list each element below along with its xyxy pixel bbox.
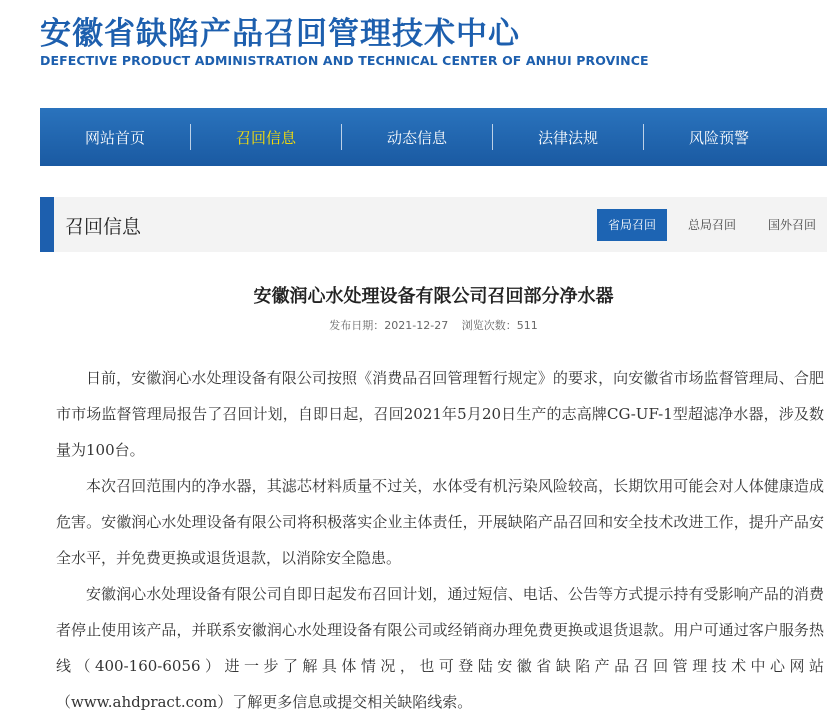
site-title: 安徽省缺陷产品召回管理技术中心 <box>40 16 520 52</box>
site-header <box>0 0 827 108</box>
main-nav <box>40 108 827 166</box>
publish-date: 发布日期：2021-12-27 <box>329 319 449 332</box>
nav-item-recall-info[interactable]: 召回信息 <box>235 128 296 147</box>
recall-subtabs <box>587 209 827 241</box>
section-accent-bar <box>40 197 54 252</box>
tab-national-recall[interactable]: 总局召回 <box>687 218 736 232</box>
nav-item-news[interactable]: 动态信息 <box>386 128 447 147</box>
article-paragraph: 本次召回范围内的净水器，其滤芯材料质量不过关，水体受有机污染风险较高，长期饮用可能会对人体健康造成危害。安徽润心水处理设备有限公司将积极落实企业主体责任，开展缺陷产品召回和安全技术改进工作，提升产品安全水平，并免费更换或退货退款，以消除安全隐患。 <box>56 477 824 567</box>
article-body <box>56 360 824 717</box>
nav-item-laws[interactable]: 法律法规 <box>537 128 598 147</box>
section-header <box>40 197 827 252</box>
article-meta <box>40 317 827 333</box>
article-title: 安徽润心水处理设备有限公司召回部分净水器 <box>253 286 614 307</box>
view-count: 浏览次数：511 <box>461 319 538 332</box>
article-paragraph: 日前，安徽润心水处理设备有限公司按照《消费品召回管理暂行规定》的要求，向安徽省市场监督管理局、合肥市市场监督管理局报告了召回计划，自即日起，召回2021年5月20日生产的志高牌CG-UF-1型超滤净水器，涉及数量为100台。 <box>56 369 824 459</box>
article-paragraph: 安徽润心水处理设备有限公司自即日起发布召回计划，通过短信、电话、公告等方式提示持有受影响产品的消费者停止使用该产品，并联系安徽润心水处理设备有限公司或经销商办理免费更换或退货退款。用户可通过客户服务热线（400-160-6056）进一步了解具体情况，也可登陆安徽省缺陷产品召回管理技术中心网站（www.ahdpract.com）了解更多信息或提交相关缺陷线索。 <box>56 585 824 711</box>
tab-foreign-recall[interactable]: 国外召回 <box>767 218 816 232</box>
tab-provincial-recall[interactable]: 省局召回 <box>597 209 667 241</box>
site-subtitle: DEFECTIVE PRODUCT ADMINISTRATION AND TECHNICAL CENTER OF ANHUI PROVINCE <box>40 53 649 68</box>
nav-item-home[interactable]: 网站首页 <box>84 128 145 147</box>
nav-item-risk-warning[interactable]: 风险预警 <box>688 128 749 147</box>
section-title: 召回信息 <box>65 216 142 238</box>
